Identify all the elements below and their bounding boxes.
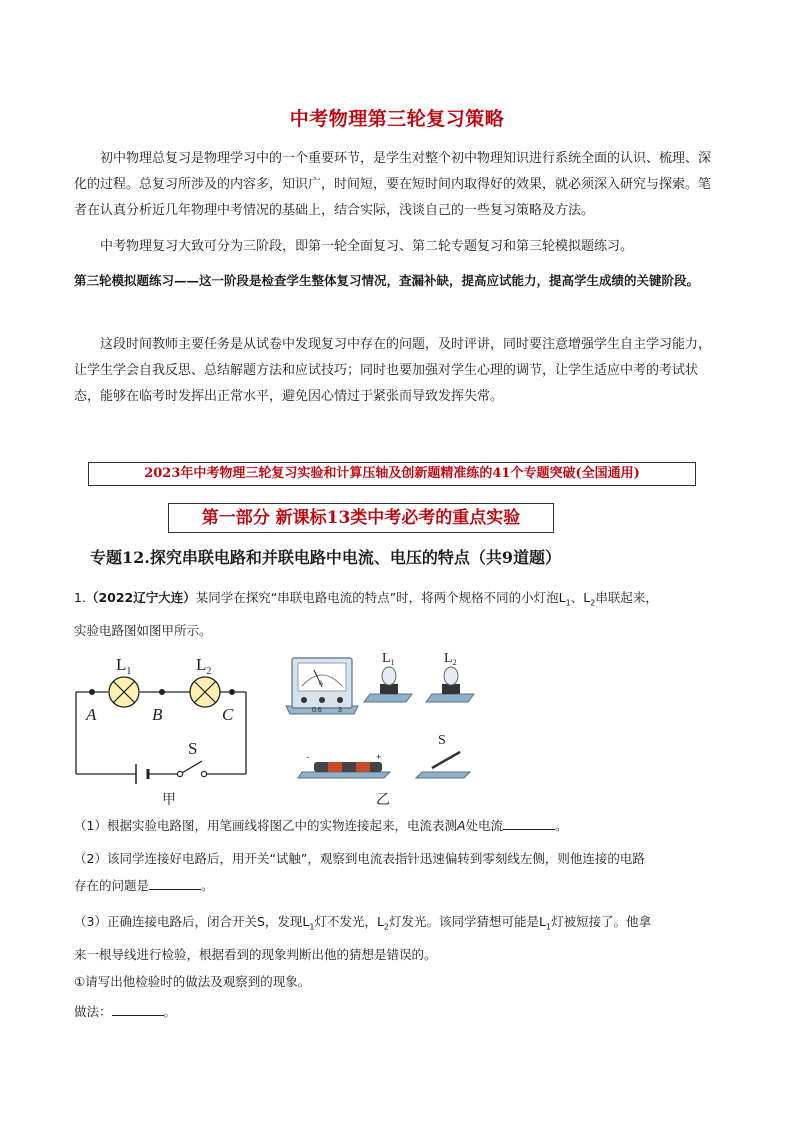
caption-yi: 乙 [376, 792, 390, 808]
label-a: A [86, 705, 97, 724]
node-b [159, 689, 165, 695]
method-answer-blank[interactable] [112, 1001, 164, 1016]
stem-text-b: 、L [570, 590, 591, 605]
switch-device [416, 733, 470, 778]
ammeter-unit: A [319, 681, 324, 687]
label-l1: $L_1$ [116, 655, 132, 677]
ammeter-range-3: 3 [338, 707, 342, 714]
device-figure-yi [284, 640, 480, 810]
q2-end: 。 [201, 878, 214, 893]
label-b: B [152, 705, 163, 724]
question-stem [74, 584, 734, 644]
method-end: 。 [163, 1004, 177, 1019]
switch-s [177, 761, 206, 777]
stem-sub-2: 2 [590, 598, 596, 608]
ammeter [286, 658, 358, 714]
intro-paragraph-3: 第三轮模拟题练习——这一阶段是检查学生整体复习情况，查漏补缺，提高应试能力，提高学生成绩的关键阶段。 [74, 273, 700, 288]
svg-text:L2: $L_2$ [444, 651, 457, 667]
intro-paragraph-1: 初中物理总复习是物理学习中的一个重要环节，是学生对整个初中物理知识进行系统全面的认识、梳理、深化的过程。总复习所涉及的内容多，知识广，时间短，要在短时间内取得好的效果，就必须深入研究与探索。笔者在认真分析近几年物理中考情况的基础上，结合实际，浅谈自己的一些复习策略及方法。 [74, 151, 712, 218]
q3-text-c: 灯发光。该同学猜想可能是L [389, 914, 546, 929]
circuit-diagram-jia [70, 650, 280, 810]
q3-sub-2: 2 [383, 922, 390, 932]
stem-text-c: 串联起来， [595, 590, 658, 605]
svg-text:L1: $L_1$ [382, 651, 395, 667]
q1-text-b: 处电流 [465, 818, 504, 833]
q2-answer-blank[interactable] [149, 875, 201, 890]
q3-text-d: 灯被短接了。他拿 [551, 914, 652, 929]
ammeter-range-06: 0.6 [312, 707, 322, 714]
battery-plus: + [376, 752, 382, 762]
intro-paragraph-4: 这段时间教师主要任务是从试卷中发现复习中存在的问题，及时评讲，同时要注意增强学生自主学习能力，让学生学会自我反思、总结解题方法和应试技巧；同时也要加强对学生心理的调节，让学生适应中考的考试状态，能够在临考时发挥出正常水平，避免因心情过于紧张而导致发挥失常。 [74, 337, 712, 404]
q2-text: （2）该同学连接好电路后，用开关“试触”，观察到电流表指针迅速偏转到零刻线左侧，则他连接的电路 [74, 851, 645, 866]
label-c: C [222, 705, 234, 724]
battery-minus: - [306, 752, 309, 762]
q1-end: 。 [555, 818, 568, 833]
device-label-l2: L [444, 651, 453, 666]
node-c [229, 689, 235, 695]
q3-sub-1: 1 [309, 922, 315, 932]
stem-text: 某同学在探究“串联电路电流的特点”时，将两个规格不同的小灯泡L [195, 590, 566, 605]
q3-text-e: 来一根导线进行检验，根据看到的现象判断出他的猜想是错误的。 [74, 946, 437, 962]
subquestion-3 [74, 908, 734, 968]
q3-text: （3）正确连接电路后，闭合开关S，发现L [74, 914, 310, 929]
node-a [89, 689, 95, 695]
q1-text: （1）根据实验电路图，用笔画线将图乙中的实物连接起来，电流表测 [74, 818, 457, 833]
question-source: （2022辽宁大连） [85, 590, 196, 605]
method-label: 做法： [74, 1004, 112, 1019]
lamp-l2-device [426, 651, 474, 702]
question-number: 1. [74, 590, 86, 605]
part-title: 第一部分 新课标13类中考必考的重点实验 [168, 503, 554, 533]
q2-text-b: 存在的问题是 [74, 878, 150, 893]
q1-variable: A [456, 818, 466, 833]
subquestion-2 [74, 845, 734, 899]
label-l2: $L_2$ [196, 655, 212, 677]
page-title: 中考物理第三轮复习策略 [289, 108, 505, 130]
device-label-s: S [438, 733, 446, 748]
battery-symbol [136, 764, 148, 784]
lamp-l1 [109, 677, 139, 707]
lamp-l1-device [364, 651, 412, 702]
lamp-l2 [190, 677, 220, 707]
label-s: S [188, 739, 198, 758]
method-line [74, 998, 734, 1025]
intro-paragraph-2: 中考物理复习大致可分为三阶段，即第一轮全面复习、第二轮专题复习和第三轮模拟题练习。 [100, 239, 634, 254]
q3-sub-3: 1 [545, 922, 552, 932]
topic-heading: 专题12.探究串联电路和并联电路中电流、电压的特点（共9道题） [90, 548, 561, 567]
q3-text-b: 灯不发光，L [314, 914, 384, 929]
q1-answer-blank[interactable] [503, 815, 555, 830]
series-banner: 2023年中考物理三轮复习实验和计算压轴及创新题精准练的41个专题突破(全国通用) [88, 462, 696, 486]
caption-jia: 甲 [162, 792, 176, 808]
subquestion-1 [74, 812, 734, 839]
device-label-l1: L [382, 651, 391, 666]
stem-sub-1: 1 [565, 598, 571, 608]
subquestion-3-part-1: ①请写出他检验时的做法及观察到的现象。 [74, 974, 311, 989]
stem-text-d: 实验电路图如图甲所示。 [74, 622, 212, 638]
battery-device [298, 752, 390, 778]
